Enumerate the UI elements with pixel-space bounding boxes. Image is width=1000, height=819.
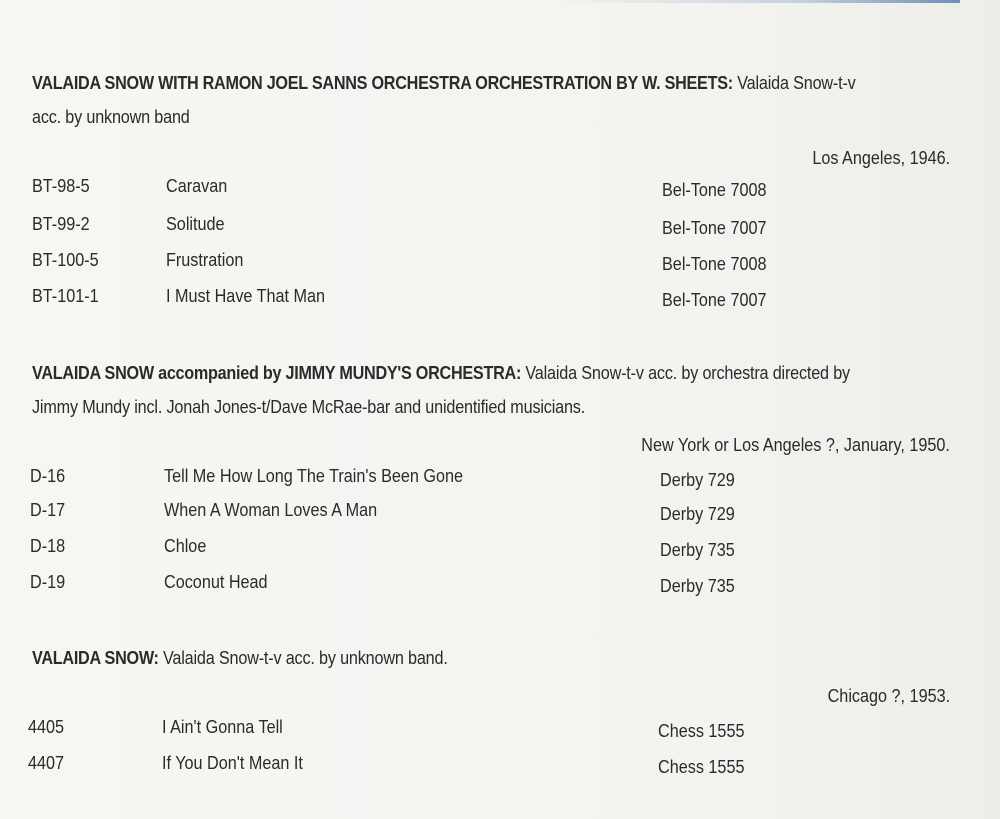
track-matrix: D-18: [30, 536, 66, 556]
track-title: Coconut Head: [164, 572, 268, 592]
track-title: Solitude: [166, 214, 225, 234]
track-matrix: BT-99-2: [32, 214, 90, 234]
track-row: [0, 466, 1000, 490]
session-heading: VALAIDA SNOW accompanied by JIMMY MUNDY'S ORCHESTRA:: [32, 363, 522, 383]
session-header: [32, 641, 869, 675]
top-edge-bar: [560, 0, 960, 3]
track-label: Chess 1555: [658, 721, 745, 741]
track-matrix: D-19: [30, 572, 66, 592]
track-title: I Must Have That Man: [166, 286, 326, 306]
session-location: Chicago ?, 1953.: [827, 686, 950, 706]
track-row: [0, 250, 1000, 274]
track-label: Bel-Tone 7007: [662, 218, 767, 238]
track-matrix: BT-98-5: [32, 176, 90, 196]
session-location: New York or Los Angeles ?, January, 1950.: [641, 435, 950, 455]
track-row: [0, 214, 1000, 238]
track-title: Caravan: [166, 176, 228, 196]
track-matrix: BT-101-1: [32, 286, 99, 306]
track-row: [0, 500, 1000, 524]
track-row: [0, 536, 1000, 560]
session-header: [32, 356, 869, 424]
session-header: [32, 66, 869, 134]
track-label: Bel-Tone 7008: [662, 254, 767, 274]
session-location: Los Angeles, 1946.: [812, 148, 950, 168]
track-title: When A Woman Loves A Man: [164, 500, 378, 520]
track-title: I Ain't Gonna Tell: [162, 717, 283, 737]
track-row: [0, 286, 1000, 310]
track-title: If You Don't Mean It: [162, 753, 303, 773]
session-heading: VALAIDA SNOW WITH RAMON JOEL SANNS ORCHESTRA ORCHESTRATION BY W. SHEETS:: [32, 73, 733, 93]
track-matrix: BT-100-5: [32, 250, 99, 270]
track-row: [0, 176, 1000, 200]
track-label: Derby 735: [660, 540, 735, 560]
session-description: Valaida Snow-t-v acc. by unknown band: [32, 73, 856, 127]
track-matrix: D-17: [30, 500, 66, 520]
track-matrix: D-16: [30, 466, 66, 486]
track-label: Chess 1555: [658, 757, 745, 777]
track-label: Derby 729: [660, 470, 735, 490]
session-description: Valaida Snow-t-v acc. by unknown band.: [158, 648, 448, 668]
track-row: [0, 572, 1000, 596]
track-row: [0, 717, 1000, 741]
track-label: Derby 729: [660, 504, 735, 524]
track-row: [0, 753, 1000, 777]
track-label: Bel-Tone 7008: [662, 180, 767, 200]
track-label: Derby 735: [660, 576, 735, 596]
track-title: Tell Me How Long The Train's Been Gone: [164, 466, 464, 486]
track-matrix: 4405: [28, 717, 65, 737]
track-title: Chloe: [164, 536, 207, 556]
track-label: Bel-Tone 7007: [662, 290, 767, 310]
session-heading: VALAIDA SNOW:: [32, 648, 159, 668]
session-description: Valaida Snow-t-v acc. by orchestra directed by Jimmy Mundy incl. Jonah Jones-t/Dave McRae-bar and unidentified musicians.: [32, 363, 850, 417]
track-title: Frustration: [166, 250, 244, 270]
track-matrix: 4407: [28, 753, 65, 773]
